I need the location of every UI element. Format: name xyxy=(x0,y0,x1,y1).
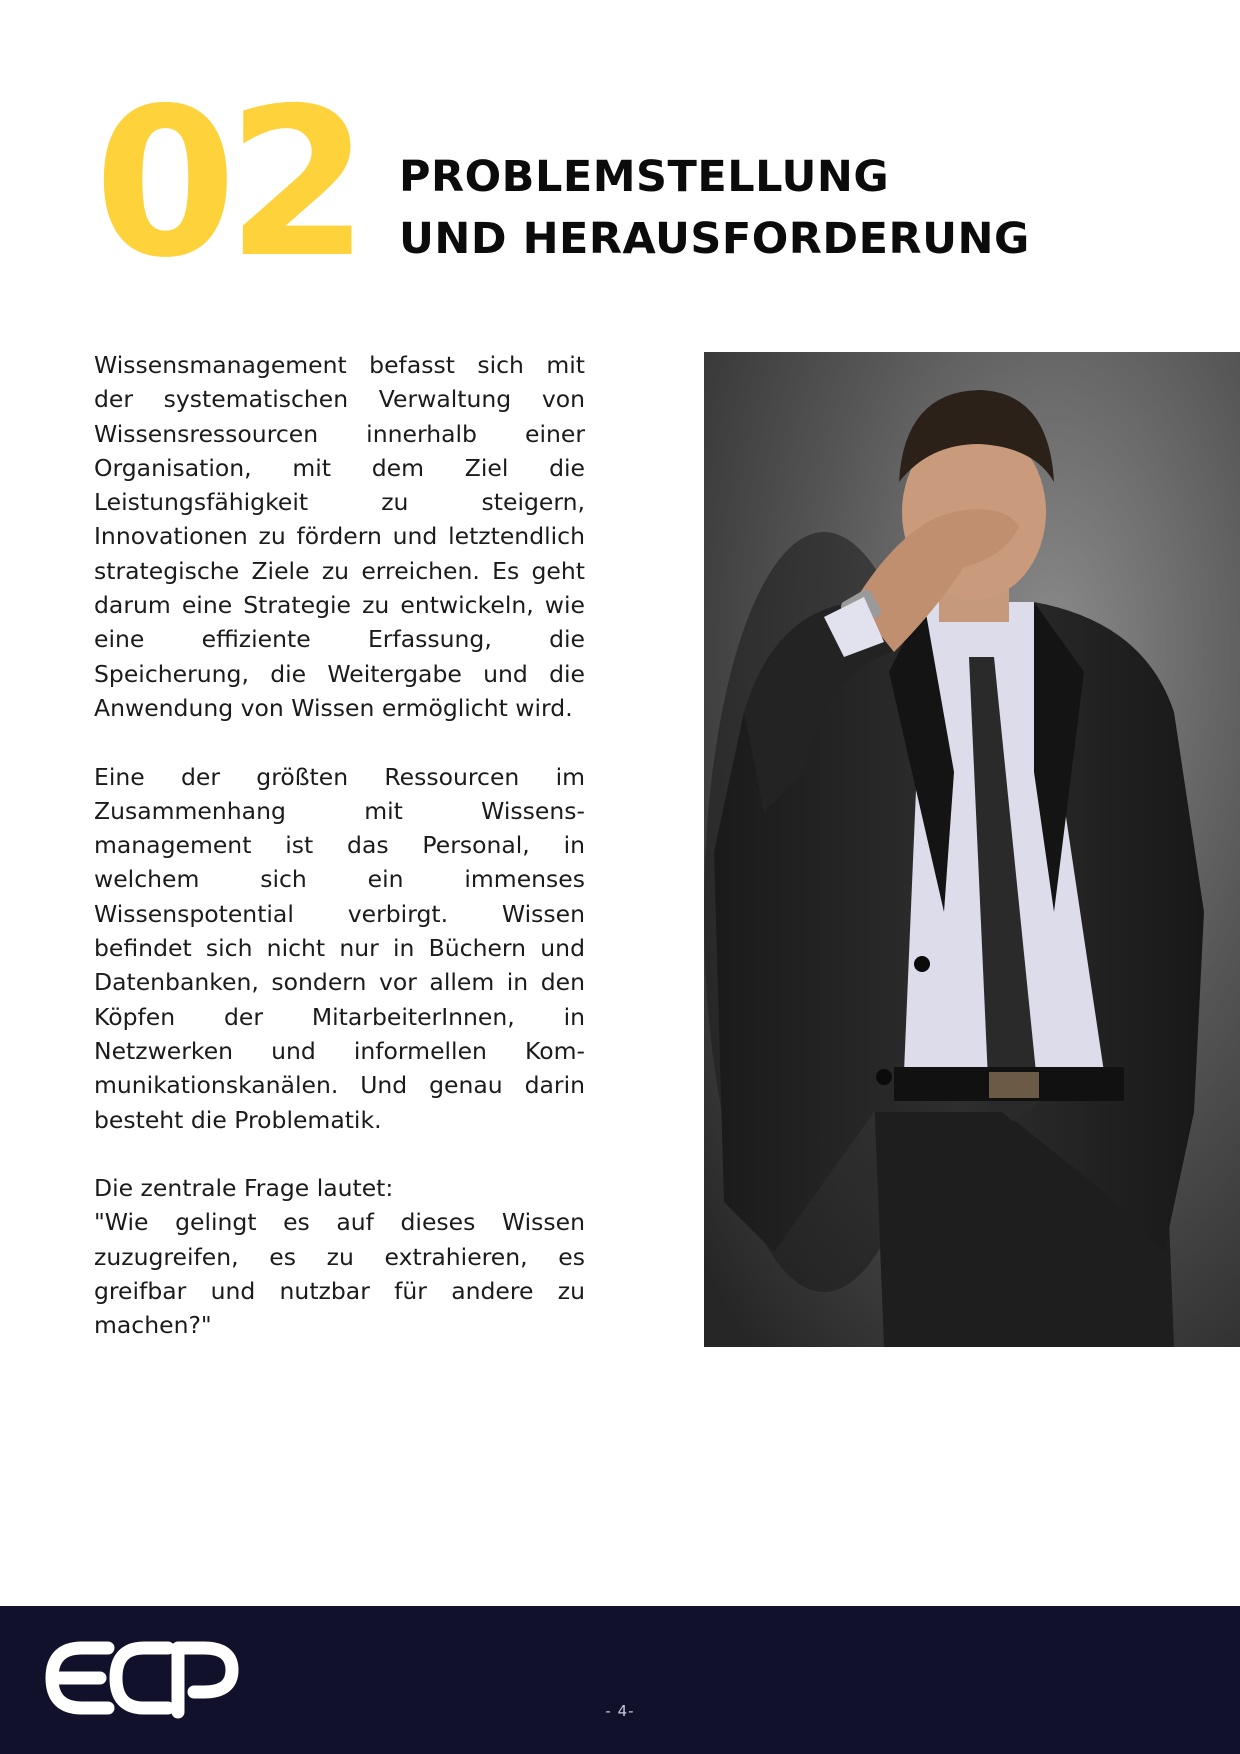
page-number: - 4- xyxy=(605,1702,635,1720)
question-block xyxy=(94,1171,585,1342)
title-line-1: PROBLEMSTELLUNG xyxy=(399,152,890,202)
question-intro: Die zentrale Frage lautet: xyxy=(94,1174,394,1203)
page-title xyxy=(399,146,1030,270)
businessman-illustration xyxy=(704,352,1240,1347)
paragraph-intro: Wissensmanagement befasst sich mit der systematischen Verwaltung von Wissensressourcen innerhalb einer Organisation, mit dem Ziel die Leistungsfähigkeit zu steigern, Innovationen zu fördern und letztendlich strategische Ziele zu erreichen. Es geht darum eine Strategie zu entwickeln, wie eine effiziente Erfassung, die Speicherung, die Weitergabe und die Anwendung von Wissen ermöglicht wird. xyxy=(94,351,585,722)
footer xyxy=(0,1606,1240,1754)
body-text xyxy=(94,348,585,1343)
businessman-photo xyxy=(704,352,1240,1347)
section-number: 02 xyxy=(94,65,360,303)
paragraph-resources: Eine der größten Ressourcen im Zusammenhang mit Wissensmanagement ist das Personal, in welchem sich ein immenses Wissenspotential verbirgt. Wissen befindet sich nicht nur in Büchern und Datenbanken, sondern vor allem in den Köpfen der MitarbeiterInnen, in Netzwerken und informellen Kommunikationskanälen. Und genau darin besteht die Problematik. xyxy=(94,762,585,1134)
central-question: "Wie gelingt es auf dieses Wissen zuzugreifen, es zu extrahieren, es greifbar und nutzbar für andere zu machen?" xyxy=(94,1208,585,1340)
title-line-2: UND HERAUSFORDERUNG xyxy=(399,214,1030,264)
